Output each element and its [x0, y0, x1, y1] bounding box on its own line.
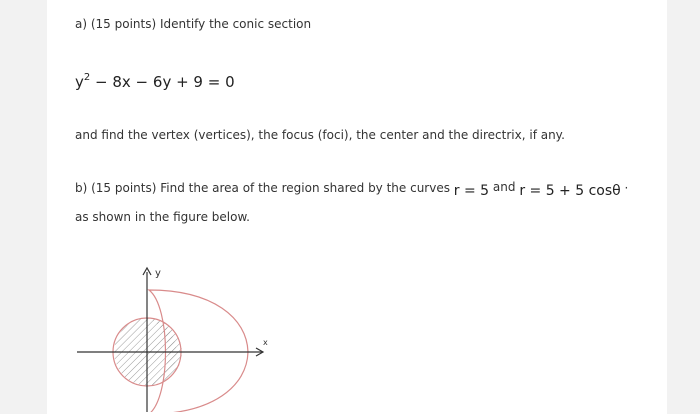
polar-figure: [77, 262, 277, 412]
curve-connector: and: [489, 180, 520, 194]
equation-rest: − 8x − 6y + 9 = 0: [90, 73, 235, 91]
part-b-end: ·: [620, 181, 629, 195]
figure-caption: as shown in the figure below.: [75, 210, 250, 224]
curve-equation-1: r = 5: [453, 183, 490, 199]
problem-page: [47, 0, 667, 414]
part-a-prompt: a) (15 points) Identify the conic section: [75, 17, 312, 31]
equation-exponent: 2: [83, 72, 91, 83]
part-b-prompt: [75, 180, 629, 199]
polar-figure-svg: [77, 262, 277, 412]
y-axis-label: y: [155, 268, 161, 279]
part-a-instruction: and find the vertex (vertices), the focus (foci), the center and the directrix, if any.: [75, 128, 565, 142]
conic-equation: [75, 72, 235, 95]
curve-equation-2: r = 5 + 5 cosθ: [519, 183, 621, 199]
x-axis-label: x: [263, 338, 268, 347]
part-b-prompt-start: b) (15 points) Find the area of the region shared by the curves: [75, 181, 454, 195]
equation-prefix: y: [75, 73, 84, 91]
